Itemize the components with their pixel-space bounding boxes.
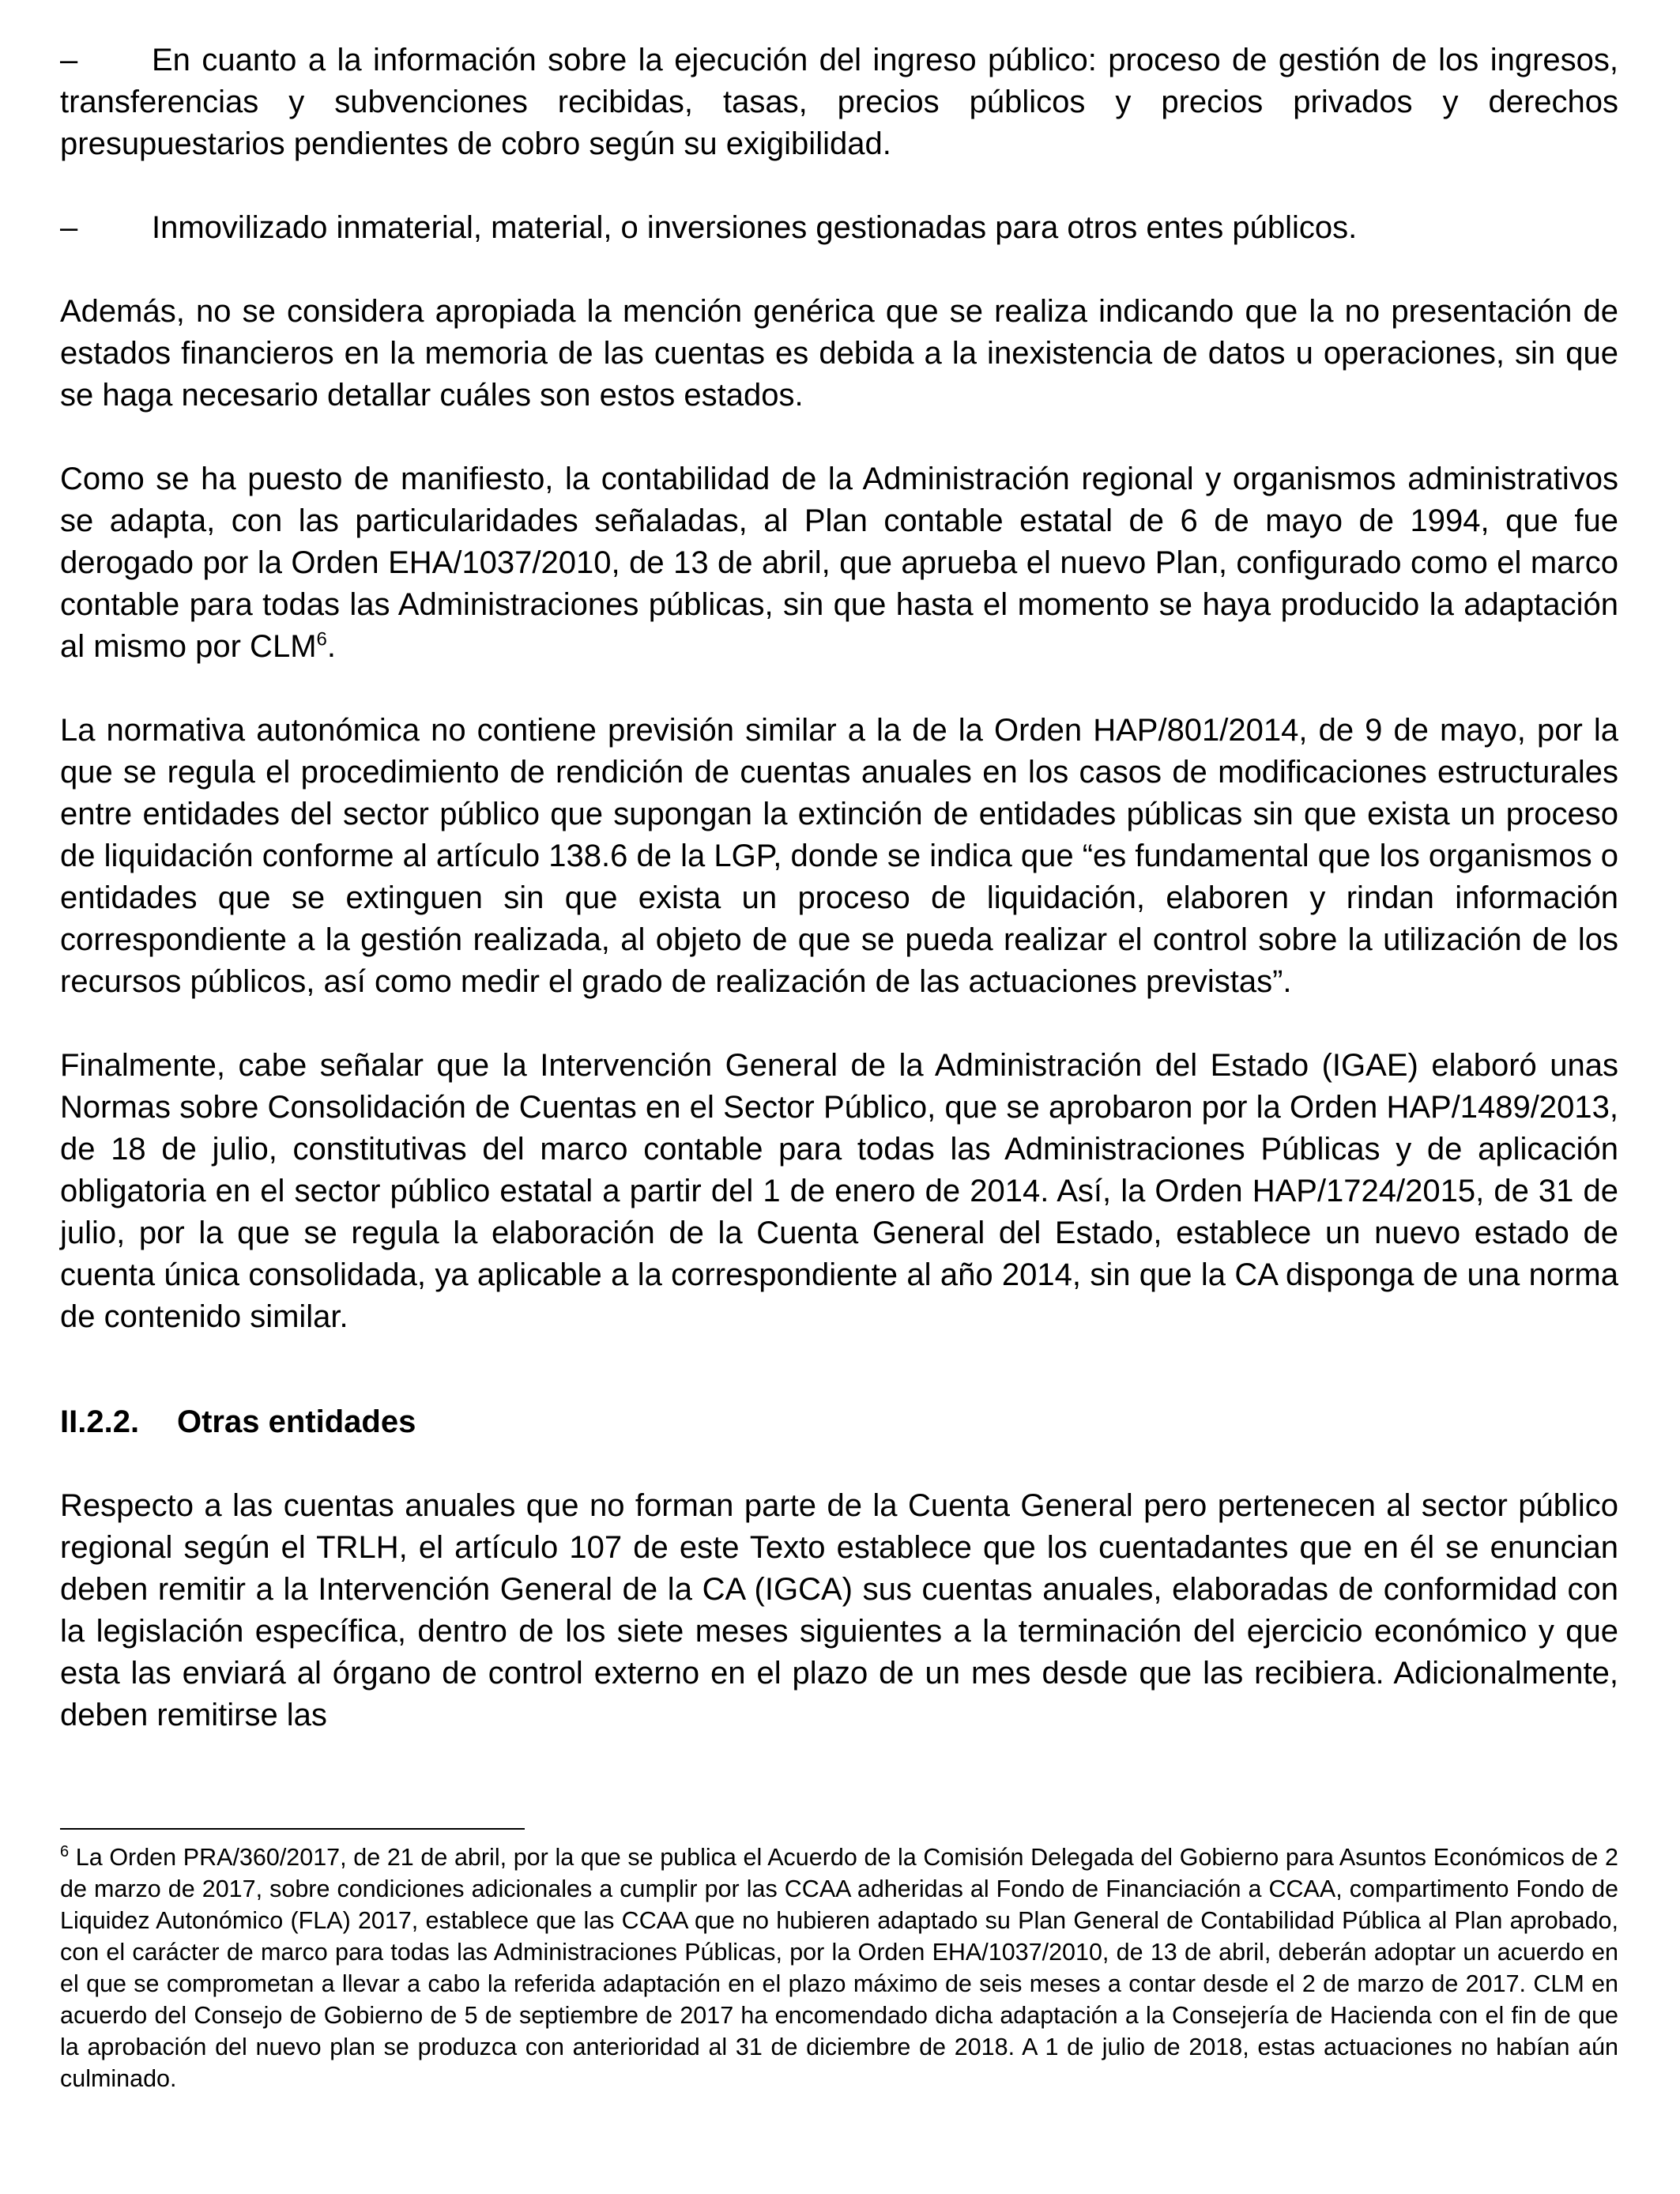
paragraph-normativa: La normativa autonómica no contiene previsión similar a la de la Orden HAP/801/2014, de 9 de mayo, por la que se regula el procedimiento de rendición de cuentas anuales en los casos de modificaciones estructurales entre entidades del sector público que supongan la extinción de entidades públicas sin que exista un proceso de liquidación conforme al artículo 138.6 de la LGP, donde se indica que “es fundamental que los organismos o entidades que se extinguen sin que exista un proceso de liquidación, elaboren y rindan información correspondiente a la gestión realizada, al objeto de que se pueda realizar el control sobre la utilización de los recursos públicos, así como medir el grado de realización de las actuaciones previstas”. xyxy=(60,713,1618,999)
bullet-dash: – xyxy=(60,210,78,245)
section-heading xyxy=(60,1401,1618,1443)
footnote-reference[interactable]: 6 xyxy=(316,628,327,650)
footnote-6 xyxy=(60,1842,1618,2094)
bullet-inmovilizado-text: Inmovilizado inmaterial, material, o inversiones gestionadas para otros entes públicos. xyxy=(152,210,1358,245)
footnote-separator xyxy=(60,1828,525,1830)
paragraph-como xyxy=(60,458,1618,668)
section-title: Otras entidades xyxy=(177,1404,416,1439)
bullet-inmovilizado xyxy=(60,207,1618,249)
document-page xyxy=(60,40,1618,1778)
footnote-marker: 6 xyxy=(60,1842,70,1860)
bullet-ingreso-text: En cuanto a la información sobre la ejecución del ingreso público: proceso de gestión de los ingresos, transferencias y subvenciones recibidas, tasas, precios públicos y precios privados y derechos presupuestarios pendientes de cobro según su exigibilidad. xyxy=(60,43,1618,161)
paragraph-finalmente: Finalmente, cabe señalar que la Intervención General de la Administración del Estado (IGAE) elaboró unas Normas sobre Consolidación de Cuentas en el Sector Público, que se aprobaron por la Orden HAP/1489/2013, de 18 de julio, constitutivas del marco contable para todas las Administraciones Públicas y de aplicación obligatoria en el sector público estatal a partir del 1 de enero de 2014. Así, la Orden HAP/1724/2015, de 31 de julio, por la que se regula la elaboración de la Cuenta General del Estado, establece un nuevo estado de cuenta única consolidada, ya aplicable a la correspondiente al año 2014, sin que la CA disponga de una norma de contenido similar. xyxy=(60,1048,1618,1334)
footnote-text: La Orden PRA/360/2017, de 21 de abril, por la que se publica el Acuerdo de la Comisión Delegada del Gobierno para Asuntos Económicos de 2 de marzo de 2017, sobre condiciones adicionales a cumplir por las CCAA adheridas al Fondo de Financiación a CCAA, compartimento Fondo de Liquidez Autonómico (FLA) 2017, establece que las CCAA que no hubieren adaptado su Plan General de Contabilidad Pública al Plan aprobado, con el carácter de marco para todas las Administraciones Públicas, por la Orden EHA/1037/2010, de 13 de abril, deberán adoptar un acuerdo en el que se comprometan a llevar a cabo la referida adaptación en el plazo máximo de seis meses a contar desde el 2 de marzo de 2017. CLM en acuerdo del Consejo de Gobierno de 5 de septiembre de 2017 ha encomendado dicha adaptación a la Consejería de Hacienda con el fin de que la aprobación del nuevo plan se produzca con anterioridad al 31 de diciembre de 2018. A 1 de julio de 2018, estas actuaciones no habían aún culminado. xyxy=(60,1844,1618,2092)
paragraph-respecto: Respecto a las cuentas anuales que no forman parte de la Cuenta General pero pertenecen al sector público regional según el TRLH, el artículo 107 de este Texto establece que los cuentadantes que en él se enuncian deben remitir a la Intervención General de la CA (IGCA) sus cuentas anuales, elaboradas de conformidad con la legislación específica, dentro de los siete meses siguientes a la terminación del ejercicio económico y que esta las enviará al órgano de control externo en el plazo de un mes desde que las recibiera. Adicionalmente, deben remitirse las xyxy=(60,1488,1618,1732)
bullet-ingreso xyxy=(60,40,1618,165)
section-number: II.2.2. xyxy=(60,1404,140,1439)
paragraph-como-end: . xyxy=(326,629,336,664)
paragraph-ademas: Además, no se considera apropiada la mención genérica que se realiza indicando que la no presentación de estados financieros en la memoria de las cuentas es debida a la inexistencia de datos u operaciones, sin que se haga necesario detallar cuáles son estos estados. xyxy=(60,294,1618,413)
bullet-dash: – xyxy=(60,43,78,77)
paragraph-como-text: Como se ha puesto de manifiesto, la contabilidad de la Administración regional y organismos administrativos se adapta, con las particularidades señaladas, al Plan contable estatal de 6 de mayo de 1994, que fue derogado por la Orden EHA/1037/2010, de 13 de abril, que aprueba el nuevo Plan, configurado como el marco contable para todas las Administraciones públicas, sin que hasta el momento se haya producido la adaptación al mismo por CLM xyxy=(60,462,1618,664)
